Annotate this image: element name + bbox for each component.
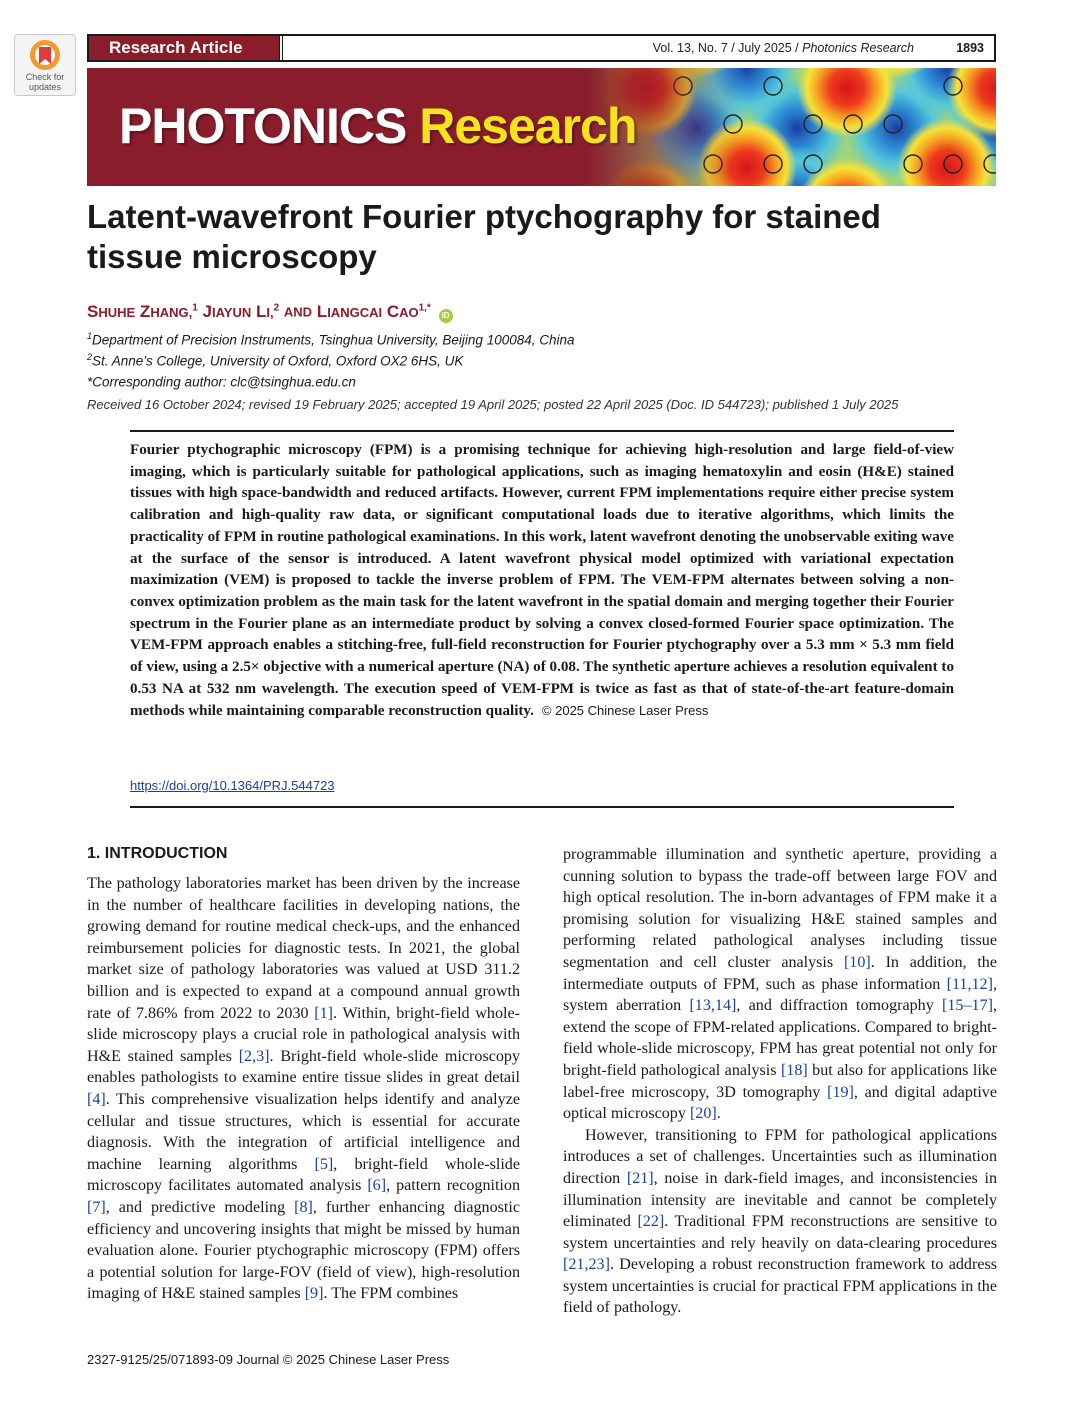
paragraph: programmable illumination and synthetic aperture, providing a cunning solution to bypass the trade-off between large FOV and high optical resolution. The in-born advantages of FPM make it a promising solution for visualizing H&E stained samples and performing related pathological analyses including tissue segmentation and cell cluster analysis [10]. In addition, the intermediate outputs of FPM, such as phase information [11,12], system aberration [13,14], and diffraction tomography [15–17], extend the scope of FPM-related applications. Compared to bright-field whole-slide microscopy, FPM has great potential not only for bright-field pathological analysis [18] but also for applications like label-free microscopy, 3D tomography [19], and digital adaptive optical microscopy [20].	[563, 846, 998, 1123]
check-updates-icon	[28, 38, 62, 72]
abstract-bottom-rule	[130, 806, 954, 808]
journal-banner	[87, 68, 996, 186]
citation-link[interactable]: [10]	[843, 953, 871, 971]
article-title: Latent-wavefront Fourier ptychography for stained tissue microscopy	[87, 198, 881, 275]
check-updates-line2: updates	[28, 82, 62, 92]
header-divider	[279, 36, 283, 60]
section-heading: 1. INTRODUCTION	[87, 845, 228, 862]
page-footer: 2327-9125/25/071893-09 Journal © 2025 Chinese Laser Press	[87, 1352, 450, 1367]
citation-link[interactable]: [21]	[626, 1169, 654, 1187]
journal-header	[87, 34, 996, 62]
abstract-top-rule	[130, 430, 954, 432]
author-list	[87, 296, 453, 325]
article-type-label: Research Article	[89, 36, 279, 60]
paragraph: The pathology laboratories market has been driven by the increase in the number of healthcare facilities in developing nations, the growing demand for routine medical check-ups, and the enhanced reimbursement policies for diagnostic tests. In 2021, the global market size of pathology laboratories was valued at USD 311.2 billion and is expected to expand at a compound annual growth rate of 7.86% from 2022 to 2030 [1]. Within, bright-field whole-slide microscopy plays a crucial role in pathological analysis with H&E stained samples [2,3]. Bright-field whole-slide microscopy enables pathologists to examine entire tissue slides in great detail [4]. This comprehensive visualization helps identify and analyze cellular and tissue structures, which is essential for accurate diagnosis. With the integration of artificial intelligence and machine learning algorithms [5], bright-field whole-slide microscopy facilitates automated analysis [6], pattern recognition [7], and predictive modeling [8], further enhancing diagnostic efficiency and uncovering insights that might be missed by human evaluation alone. Fourier ptychographic microscopy (FPM) offers a potential solution for large-FOV (field of view), high-resolution imaging of H&E stained samples [9]. The FPM combines	[87, 875, 520, 1303]
abstract	[130, 440, 954, 723]
paragraph: However, transitioning to FPM for pathological applications introduces a set of challenges. Uncertainties such as illumination direction [21], noise in dark-field images, and inconsistencies in illumination intensity are inevitable and cannot be completely eliminated [22]. Traditional FPM reconstructions are sensitive to system uncertainties and rely heavily on data-clearing procedures [21,23]. Developing a robust reconstruction framework to address system uncertainties is crucial for practical FPM applications in the field of pathology.	[563, 1126, 997, 1317]
copyright-notice: © 2025 Chinese Laser Press	[541, 703, 709, 719]
citation-link[interactable]: [11,12]	[946, 975, 993, 993]
affiliations	[87, 328, 575, 391]
citation-link[interactable]: [19]	[827, 1083, 854, 1101]
body-column-right	[563, 844, 997, 1319]
author[interactable]: SHUHE ZHANG,$^1$	[87, 301, 198, 321]
abstract-text: Fourier ptychographic microscopy (FPM) is a promising technique for achieving high-resolution and large field-of-view imaging, which is particularly suitable for pathological applications, such as imaging hematoxylin and eosin (H&E) stained tissues with high space-bandwidth and reduced artifacts. However, current FPM implementations require either precise system calibration and high-quality raw data, or significant computational loads due to iterative algorithms, which limits the practicality of FPM in routine pathological examinations. In this work, latent wavefront denoting the unobservable exiting wave at the surface of the sensor is introduced. A latent wavefront physical model optimized with variational expectation maximization (VEM) is proposed to tackle the inverse problem of FPM. The VEM-FPM alternates between solving a non-convex optimization problem as the main task for the latent wavefront in the spatial domain and merging together their Fourier spectrum in the Fourier plane as an intermediate product by solving a convex closed-formed Fourier space optimization. The VEM-FPM approach enables a stitching-free, full-field reconstruction for Fourier ptychography over a 5.3 mm × 5.3 mm field of view, using a 2.5× objective with a numerical aperture (NA) of 0.08. The synthetic aperture achieves a resolution equivalent to 0.53 NA at 532 nm wavelength. The execution speed of VEM-FPM is twice as fast as that of state-of-the-art feature-domain methods while maintaining comparable reconstruction quality.	[130, 442, 954, 720]
citation-link[interactable]: [6]	[367, 1177, 387, 1195]
corresponding-author: *Corresponding author: clc@tsinghua.edu.cn	[87, 374, 356, 390]
citation-link[interactable]: [4]	[87, 1090, 106, 1108]
citation-link[interactable]: [8]	[294, 1198, 313, 1216]
wordmark-part1: PHOTONICS	[119, 98, 420, 154]
citation-link[interactable]: [2,3]	[238, 1047, 270, 1065]
orcid-icon[interactable]: iD	[439, 309, 453, 323]
journal-wordmark	[119, 96, 636, 156]
citation-link[interactable]: [15–17]	[942, 997, 993, 1015]
journal-name: Photonics Research	[802, 41, 914, 55]
body-column-left	[87, 873, 520, 1305]
citation-link[interactable]: [21,23]	[563, 1256, 610, 1274]
check-for-updates-badge[interactable]	[14, 34, 76, 96]
citation-link[interactable]: [7]	[87, 1198, 106, 1216]
citation-link[interactable]: [22]	[637, 1213, 665, 1231]
citation-link[interactable]: [9]	[304, 1285, 324, 1303]
affiliation-line: $^2$St. Anne’s College, University of Oxford, Oxford OX2 6HS, UK	[87, 352, 464, 369]
wordmark-part2: Research	[419, 98, 637, 154]
citation-link[interactable]: [20]	[689, 1105, 717, 1123]
citation-link[interactable]: [13,14]	[689, 997, 737, 1015]
citation-link[interactable]: [5]	[314, 1155, 334, 1173]
citation-text: Vol. 13, No. 7 / July 2025 /	[652, 41, 803, 55]
author[interactable]: JIAYUN LI,$^2$	[202, 301, 280, 321]
publication-history: Received 16 October 2024; revised 19 February 2025; accepted 19 April 2025; posted 22 April 2025 (Doc. ID 544723); published 1 July 2025	[87, 397, 899, 412]
affiliation-line: $^1$Department of Precision Instruments, Tsinghua University, Beijing 100084, China	[87, 331, 575, 348]
citation-link[interactable]: [18]	[780, 1061, 808, 1079]
citation-link[interactable]: [1]	[314, 1004, 334, 1022]
page-number: 1893	[956, 41, 984, 55]
author-conjunction: AND	[283, 304, 313, 320]
author[interactable]: LIANGCAI $CAO^{1,*}$	[316, 301, 431, 321]
doi-link[interactable]: https://doi.org/10.1364/PRJ.544723	[130, 778, 335, 793]
citation-info	[653, 36, 914, 60]
check-updates-line1: Check for	[25, 72, 65, 82]
